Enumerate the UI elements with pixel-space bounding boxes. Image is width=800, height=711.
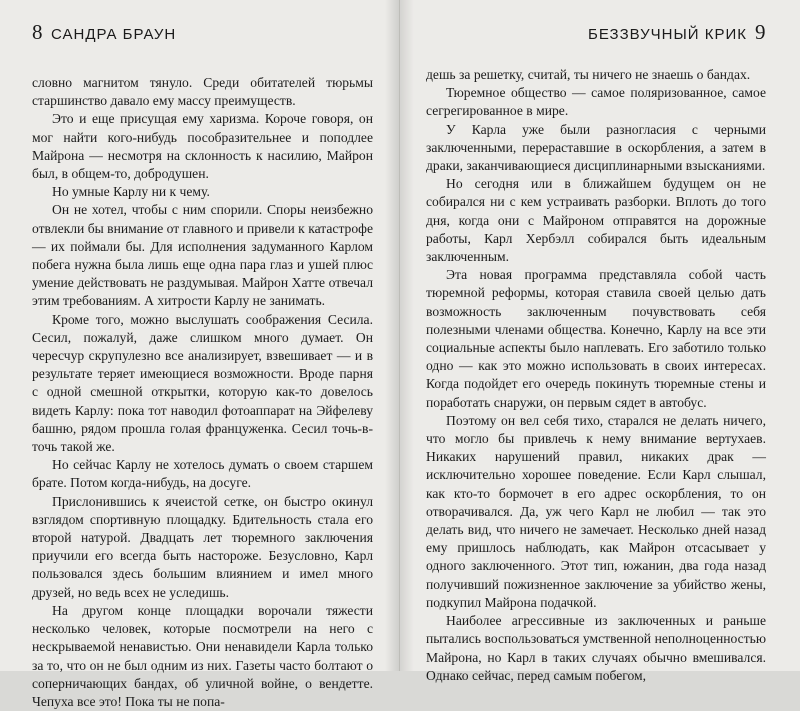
paragraph: Он не хотел, чтобы с ним спорили. Споры неизбежно отвлекли бы внимание от главного и привели к катастрофе — их поймали бы. Для исполнения задуманного Карлом побега нужна была лишь еще одна пара глаз и ушей плюс умение действовать не раздумывая. Майрон Хатте отвечал этим требованиям. А хитрости Карлу не занимать. [32, 202, 373, 309]
paragraph: Тюремное общество — самое поляризованное, самое сегрегированное в мире. [426, 85, 766, 119]
paragraph: Наиболее агрессивные из заключенных и раньше пытались воспользоваться умственной неполноценностью Майрона, но Карл в таких случаях обычно вмешивался. Однако сейчас, перед самым побегом, [426, 613, 766, 683]
paragraph: Поэтому он вел себя тихо, старался не делать ничего, что могло бы привлечь к нему внимание вертухаев. Никаких нарушений правил, никаких драк — исключительно хорошее поведение. Если Карл слышал, как кто-то бормочет в его адрес оскорбления, то он отворачивался. Да, уж чего Карл не любил — так это делать вид, что ничего не замечает. Несколько дней назад ему пришлось наблюдать, как Майрон отсасывает у одного заключенного. Этот тип, южанин, два года назад получивший пожизненное заключение за убийство жены, подкупил Майрона подачкой. [426, 412, 766, 610]
right-page-number: 9 [755, 20, 766, 44]
left-running-head [32, 20, 373, 42]
paragraph: Но сейчас Карлу не хотелось думать о своем старшем брате. Потом когда-нибудь, на досуге. [32, 457, 373, 491]
paragraph: словно магнитом тянуло. Среди обитателей тюрьмы старшинство давало ему массу преимуществ. [32, 75, 373, 109]
right-running-head [426, 20, 766, 42]
gutter-shadow [400, 0, 414, 671]
left-page-text [32, 74, 373, 711]
paragraph: Это и еще присущая ему харизма. Короче говоря, он мог найти кого-нибудь пособразительнее и поподлее Майрона — несмотря на склонность к насилию, Майрон был, в общем-то, добродушен. [32, 111, 373, 182]
paragraph: Но сегодня или в ближайшем будущем он не собирался ни с кем устраивать разборки. Вплоть до того дня, когда они с Майроном отправятся на дорожные работы, Карл Хербэлл собирался быть идеальным заключенным. [426, 176, 766, 265]
paragraph: Эта новая программа представляла собой часть тюремной реформы, которая ставила своей целью дать возможность заключенным почувствовать себя полезными членами общества. Конечно, Карлу на все эти социальные аспекты было наплевать. Его заботило только одно — как это можно использовать в своих интересах. Когда подойдет его очередь покинуть тюремные стены и поработать снаружи, он первым сядет в автобус. [426, 267, 766, 410]
gutter-shadow [385, 0, 399, 671]
right-page [400, 0, 800, 683]
paragraph: Но умные Карлу ни к чему. [52, 184, 210, 200]
left-page-number: 8 [32, 20, 43, 44]
paragraph: Кроме того, можно выслушать соображения Сесила. Сесил, пожалуй, даже слишком много думает. Он чересчур скрупулезно все анализирует, взвешивает — и в результате теряет имеющиеся возможности. Вроде парня с одной смешной открытки, которую как-то довелось видеть Карлу: пока тот наводил фотоаппарат на Эйфелеву башню, рядом прошла голая француженка. Сесил точь-в-точь такой же. [32, 311, 373, 455]
paragraph: На другом конце площадки ворочали тяжести несколько человек, которые посмотрели на него с нескрываемой ненавистью. Они ненавидели Карла только за то, что он не был одним из них. Газеты часто болтают о соперничающих бандах, об уличной войне, о вендетте. Чепуха все это! Пока ты не попа- [32, 602, 373, 709]
paragraph: У Карла уже были разногласия с черными заключенными, перераставшие в оскорбления, а затем в драки, заканчивающиеся дисциплинарными взысканиями. [426, 121, 766, 174]
paragraph: дешь за решетку, считай, ты ничего не знаешь о бандах. [426, 67, 751, 82]
right-page-text [426, 66, 766, 685]
left-page [0, 0, 400, 709]
book-title: БЕЗЗВУЧНЫЙ КРИК [588, 26, 747, 43]
author-name: САНДРА БРАУН [51, 26, 177, 43]
paragraph: Прислонившись к ячеистой сетке, он быстро окинул взглядом спортивную площадку. Бдительность стала его второй натурой. Двадцать лет тюремного заключения приучили его всегда быть настороже. Безусловно, Карл пользовался здесь большим влиянием и имел много друзей, но ведь всех не уследишь. [32, 493, 373, 600]
